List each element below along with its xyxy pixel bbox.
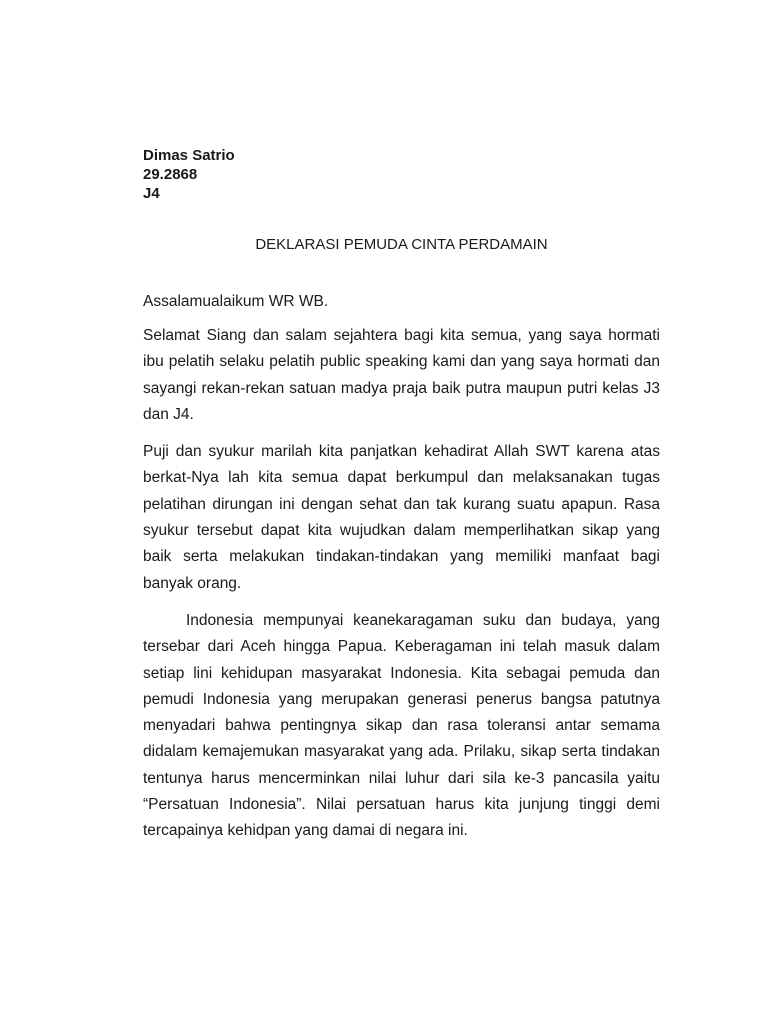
author-id-number: 29.2868 xyxy=(143,166,198,183)
author-name: Dimas Satrio xyxy=(143,147,235,164)
paragraph-diversity: Indonesia mempunyai keanekaragaman suku dan budaya, yang tersebar dari Aceh hingga Papua. Keberagaman ini telah masuk dalam setiap lini kehidupan masyarakat Indonesia. Kita sebagai pemuda dan pemudi Indonesia yang merupakan generasi penerus bangsa patutnya menyadari bahwa pentingnya sikap dan rasa toleransi antar semama didalam kemajemukan masyarakat yang ada. Prilaku, sikap serta tindakan tentunya harus mencerminkan nilai luhur dari sila ke-3 pancasila yaitu “Persatuan Indonesia”. Nilai persatuan harus kita junjung tinggi demi tercapainya kehidpan yang damai di negara ini. xyxy=(143,611,660,840)
paragraph-gratitude: Puji dan syukur marilah kita panjatkan kehadirat Allah SWT karena atas berkat-Nya lah kita semua dapat berkumpul dan melaksanakan tugas pelatihan dirungan ini dengan sehat dan tak kurang suatu apapun. Rasa syukur tersebut dapat kita wujudkan dalam memperlihatkan sikap yang baik serta melakukan tindakan-tindakan yang memiliki manfaat bagi banyak orang. xyxy=(143,443,660,592)
document-title: DEKLARASI PEMUDA CINTA PERDAMAIN xyxy=(255,236,548,253)
author-block xyxy=(143,146,660,203)
author-class: J4 xyxy=(143,185,160,202)
paragraph-opening: Selamat Siang dan salam sejahtera bagi kita semua, yang saya hormati ibu pelatih selaku pelatih public speaking kami dan yang saya hormati dan sayangi rekan-rekan satuan madya praja baik putra maupun putri kelas J3 dan J4. xyxy=(143,327,660,423)
document-page xyxy=(143,146,660,845)
greeting: Assalamualaikum WR WB. xyxy=(143,293,329,310)
